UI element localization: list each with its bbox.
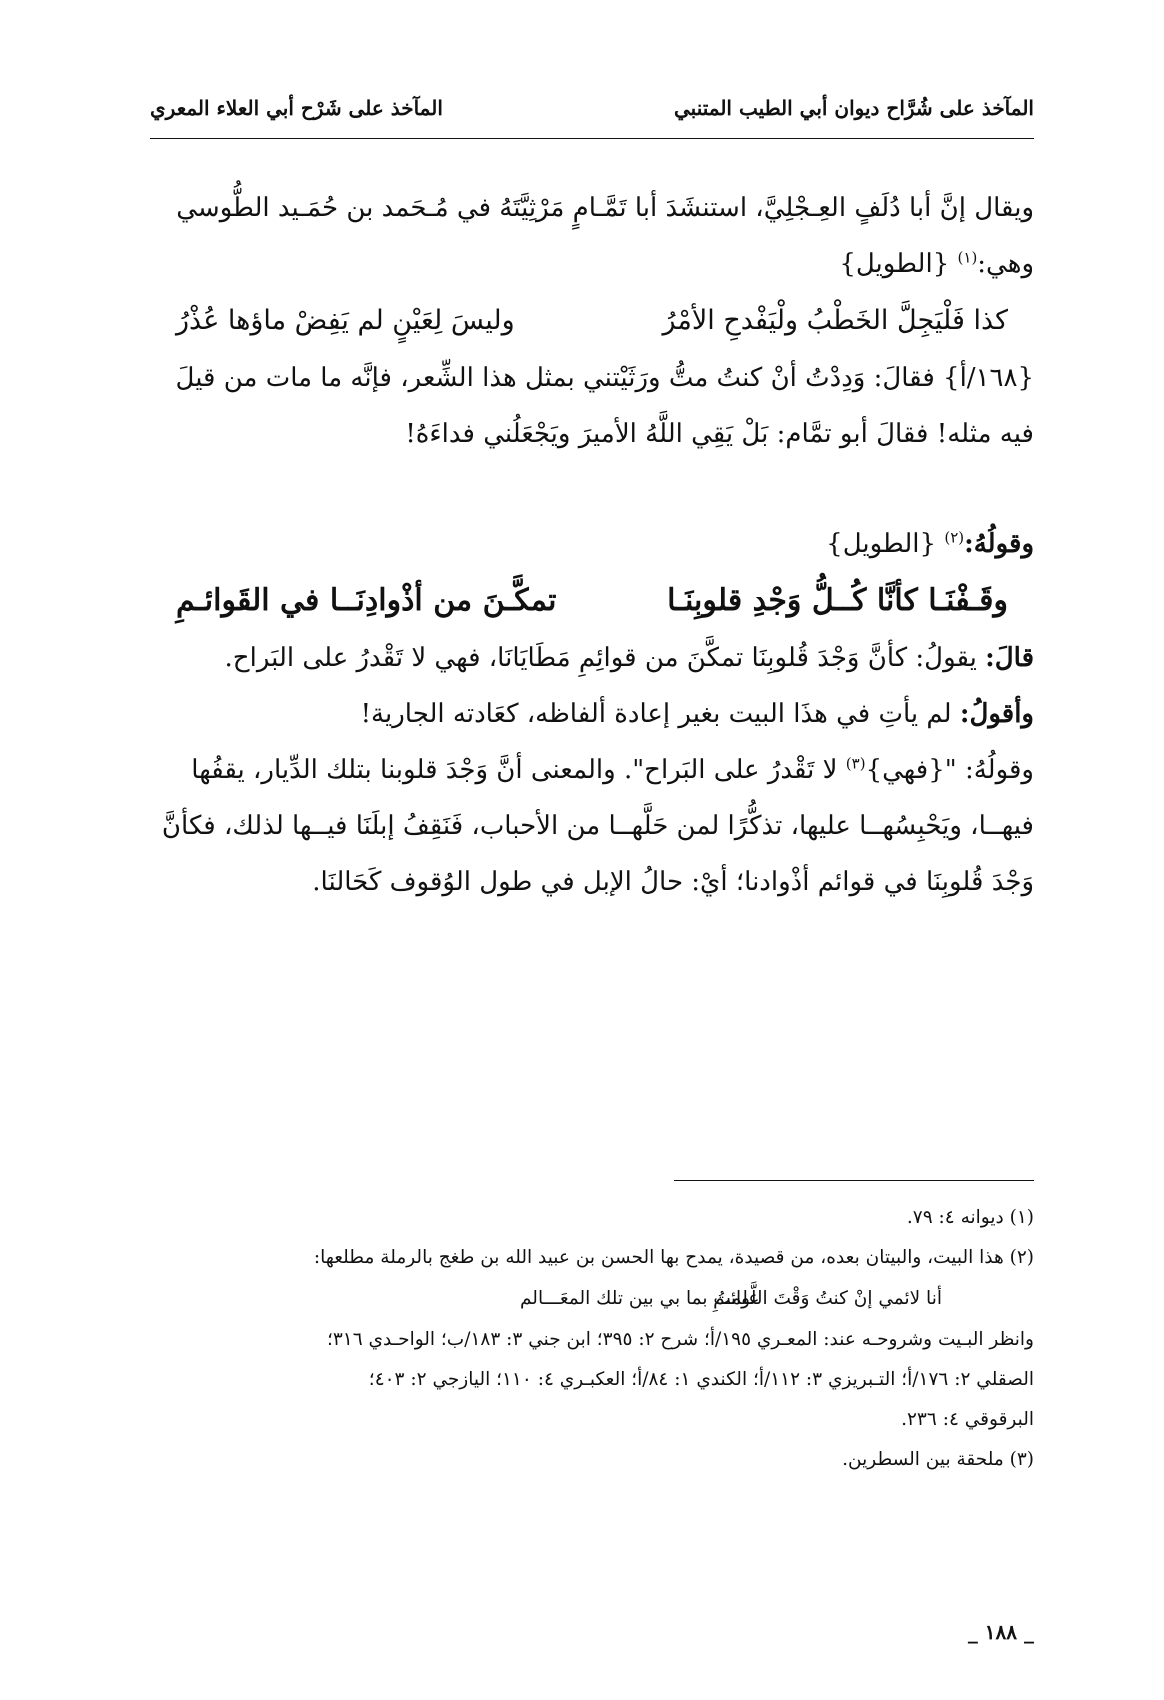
footnote-2-sources-1: وانظر البـيت وشروحـه عند: المعـري ١٩٥/أ؛ شرح ٢: ٣٩٥؛ ابن جني ٣: ١٨٣/ب؛ الواحـدي ٣١٦؛ xyxy=(326,1329,1034,1350)
verse-2-second-hemistich: تمكَّـنَ من أذْوادِنَــا في القَوائـمِ xyxy=(176,583,557,618)
running-header xyxy=(150,96,1034,132)
footnote-3: (٣) ملحقة بين السطرين. xyxy=(842,1449,1034,1470)
footnote-2-sources-2: الصقلي ٢: ١٧٦/أ؛ التـبريزي ٣: ١١٢/أ؛ الكندي ١: ٨٤/أ؛ العكبـري ٤: ١١٠؛ اليازجي ٢: ٤٠٣؛ xyxy=(368,1369,1034,1390)
header-book-title: المآخذ على شُرَّاح ديوان أبي الطيب المتنبي xyxy=(674,96,1034,120)
main-text xyxy=(150,180,1034,910)
paragraph-6 xyxy=(150,742,1034,798)
paragraph-6-line-1: لا تَقْدرُ على البَراح". والمعنى أنَّ وَجْدَ قلوبنا بتلك الدِّيار، يقفُها xyxy=(191,755,838,785)
section-gap xyxy=(150,462,1034,508)
footnote-rule xyxy=(674,1180,1034,1181)
footnotes xyxy=(150,1198,1034,1480)
paragraph-4 xyxy=(150,630,1034,686)
footnote-ref-3: (٣) xyxy=(845,754,866,773)
meter-label-2: {الطويل} xyxy=(826,529,937,559)
footnote-2-verse xyxy=(150,1278,1034,1320)
paragraph-1: ويقال إنَّ أبا دُلَفٍ العِـجْلِيَّ، استنشَدَ أبا تَمَّـامٍ مَرْثِيَّتَهُ في مُـحَمد بن حُمَـيد الطُّوسي xyxy=(176,193,1034,223)
paragraph-2: {١٦٨/أ} فقالَ: وَدِدْتُ أنْ كنتُ متُّ ورَثَيْتني بمثل هذا الشِّعر، فإنَّه ما مات من قيلَ xyxy=(175,363,1034,393)
paragraph-6-line-2: فيهــا، ويَحْبِسُهــا عليها، تذكُّرًا لمن حَلَّهــا من الأحباب، فَنَقِفُ إبلَنَا فيــها لذلك، فكأنَّ xyxy=(161,811,1034,841)
paragraph-6-start: وقولُهُ: "{فهي} xyxy=(865,755,1034,785)
footnote-2: (٢) هذا البيت، والبيتان بعده، من قصيدة، يمدح بها الحسن بن عبيد الله بن طغج بالرملة مطلعها: xyxy=(313,1247,1034,1268)
paragraph-3 xyxy=(150,516,1034,572)
footnote-2-sources-3: البرقوقي ٤: ٢٣٦. xyxy=(901,1409,1034,1430)
paragraph-6-line-3: وَجْدَ قُلوبِنَا في قوائم أذْوادنا؛ أيْ: حالُ الإبل في طول الوُقوف كَحَالنَا. xyxy=(312,867,1034,897)
i-say-label: وأقولُ: xyxy=(959,699,1034,729)
footnote-1: (١) ديوانه ٤: ٧٩. xyxy=(906,1207,1034,1228)
footnote-2-verse-second: علمتُ بما بي بين تلك المعَـــالم xyxy=(520,1288,760,1309)
verse-1-second-hemistich: وليسَ لِعَيْنٍ لم يَفِضْ ماؤها عُذْرُ xyxy=(176,305,515,336)
paragraph-4-text: يقولُ: كأنَّ وَجْدَ قُلوبِنَا تمكَّنَ من قوائِمِ مَطَايَانَا، فهي لا تَقْدرُ على البَراح. xyxy=(224,643,977,673)
paragraph-2-end: فيه مثله! فقالَ أبو تمَّام: بَلْ يَقِي اللَّهُ الأميرَ ويَجْعَلُني فداءَهُ! xyxy=(405,419,1034,449)
footnote-ref-1: (١) xyxy=(957,248,978,267)
footnote-ref-2: (٢) xyxy=(944,528,965,547)
header-rule xyxy=(150,138,1034,139)
meter-label-1: {الطويل} xyxy=(839,249,950,279)
page-number: _ ١٨٨ _ xyxy=(967,1620,1034,1644)
header-section-title: المآخذ على شَرْح أبي العلاء المعري xyxy=(150,96,443,120)
said-label: قالَ: xyxy=(985,643,1034,673)
verse-2 xyxy=(150,572,1034,630)
paragraph-5 xyxy=(150,686,1034,742)
quote-label: وقولُهُ: xyxy=(964,529,1034,559)
verse-2-first-hemistich: وقَـفْنَـا كأنَّا كُــلُّ وَجْدِ قلوبِنَـا xyxy=(667,583,1008,618)
paragraph-5-text: لم يأتِ في هذَا البيت بغير إعادة ألفاظه، كعَادته الجارية! xyxy=(360,699,952,729)
verse-1-first-hemistich: كذا فَلْيَجِلَّ الخَطْبُ ولْيَفْدحِ الأمْرُ xyxy=(662,305,1008,336)
footnote-2-verse-first: أنا لائمي إنْ كنتُ وَقْتَ اللَّوائـمِ xyxy=(713,1288,942,1309)
paragraph-1-end-text: وهي: xyxy=(977,249,1034,279)
verse-1 xyxy=(150,292,1034,350)
paragraph-1-end xyxy=(150,236,1034,292)
